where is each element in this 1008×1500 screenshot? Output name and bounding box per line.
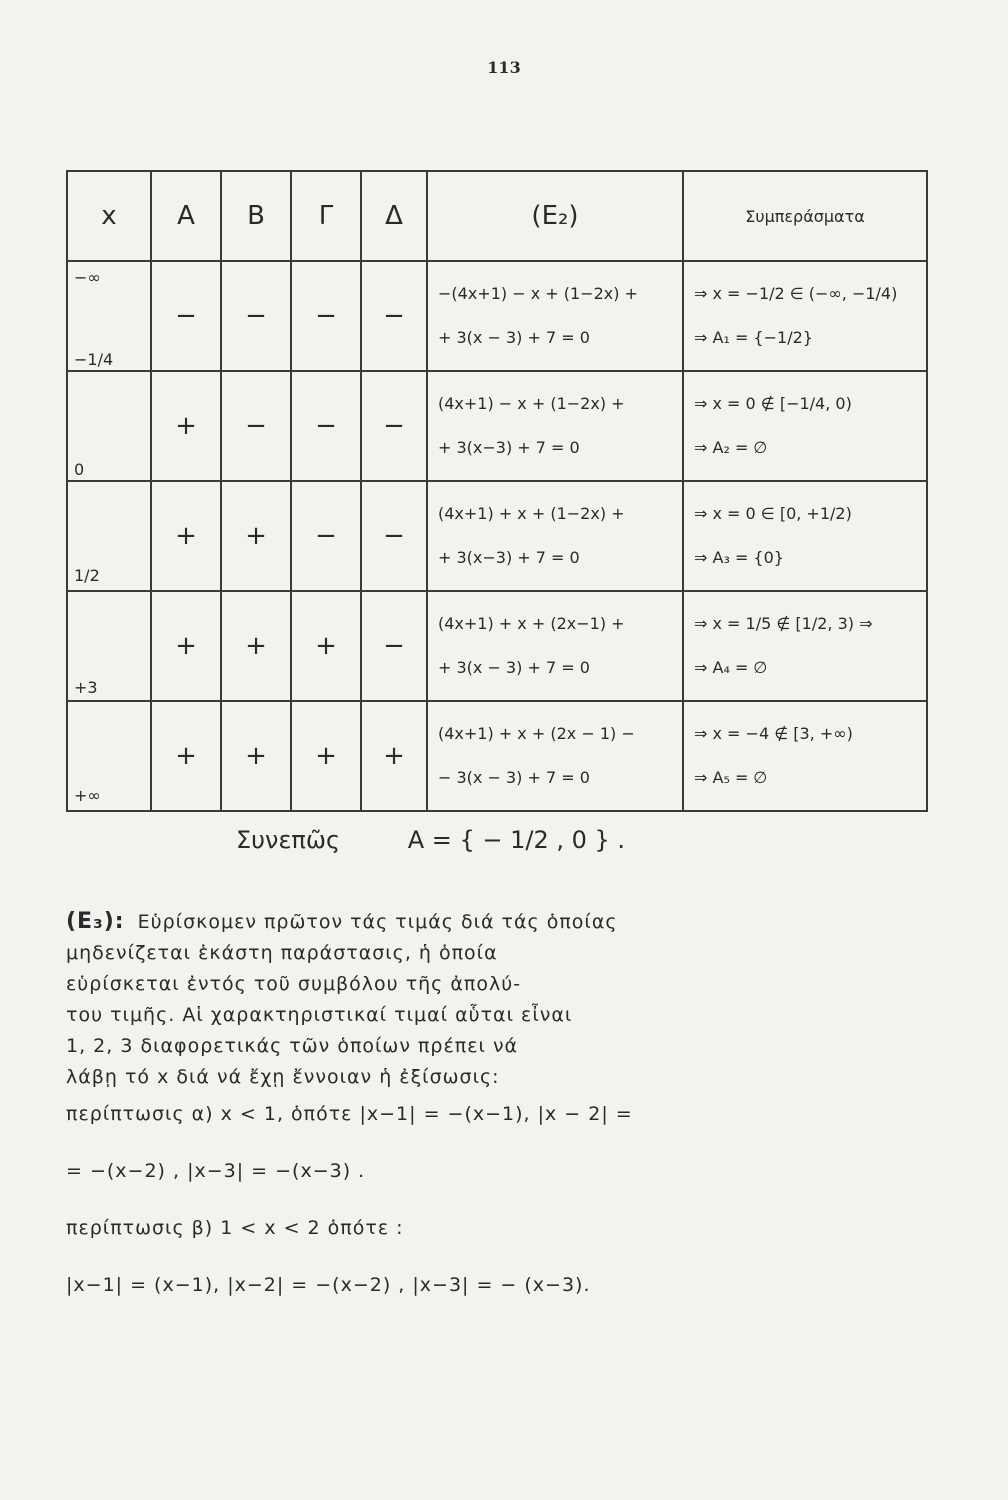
x-tick: 0 bbox=[74, 460, 85, 479]
equation-line: + 3(x − 3) + 7 = 0 bbox=[438, 658, 590, 677]
equation-cell bbox=[427, 261, 683, 371]
x-tick: 1/2 bbox=[74, 566, 100, 585]
header-delta: Δ bbox=[361, 171, 427, 261]
header-conclusions: Συμπεράσματα bbox=[683, 171, 927, 261]
text-line: του τιμῆς. Αἱ χαρακτηριστικαί τιμαί αὗται εἶναι bbox=[66, 1004, 573, 1026]
header-b: B bbox=[221, 171, 291, 261]
sign-delta: − bbox=[361, 481, 427, 591]
conclusion-line: ⇒ x = 0 ∈ [0, +1/2) bbox=[694, 504, 852, 523]
header-e2: (E₂) bbox=[427, 171, 683, 261]
section-heading: (E₃): bbox=[66, 909, 125, 934]
x-cell bbox=[67, 481, 151, 591]
sign-gamma: + bbox=[291, 591, 361, 701]
equation-line: − 3(x − 3) + 7 = 0 bbox=[438, 768, 590, 787]
sign-table bbox=[66, 170, 928, 812]
text-line: Εὑρίσκομεν πρῶτον τάς τιμάς διά τάς ὁποίας bbox=[137, 911, 618, 933]
x-cell bbox=[67, 371, 151, 481]
conclusion-cell bbox=[683, 591, 927, 701]
equation-line: (4x+1) + x + (2x−1) + bbox=[438, 614, 625, 633]
conclusion-line: ⇒ A₄ = ∅ bbox=[694, 658, 768, 677]
x-tick: +3 bbox=[74, 678, 98, 697]
text-line: εὑρίσκεται ἐντός τοῦ συμβόλου τῆς ἀπολύ- bbox=[66, 973, 522, 995]
equation-line: −(4x+1) − x + (1−2x) + bbox=[438, 284, 638, 303]
conclusion-line: ⇒ A₃ = {0} bbox=[694, 548, 784, 567]
sign-a: + bbox=[151, 481, 221, 591]
equation-line: + 3(x−3) + 7 = 0 bbox=[438, 438, 580, 457]
text-line: μηδενίζεται ἑκάστη παράστασις, ἡ ὁποία bbox=[66, 942, 498, 964]
conclusion-cell bbox=[683, 481, 927, 591]
text-line: λάβῃ τό x διά νά ἔχῃ ἔννοιαν ἡ ἐξίσωσις: bbox=[66, 1066, 500, 1088]
table-row bbox=[67, 591, 927, 701]
text-block bbox=[66, 906, 936, 1301]
summary-label: Συνεπῶς bbox=[236, 826, 341, 854]
x-tick: −1/4 bbox=[74, 350, 114, 369]
sign-delta: − bbox=[361, 261, 427, 371]
sign-b: + bbox=[221, 591, 291, 701]
sign-gamma: + bbox=[291, 701, 361, 811]
equation-line: (4x+1) − x + (1−2x) + bbox=[438, 394, 625, 413]
header-a: A bbox=[151, 171, 221, 261]
conclusion-line: ⇒ x = 0 ∉ [−1/4, 0) bbox=[694, 394, 852, 413]
table-row bbox=[67, 481, 927, 591]
case-a-line: περίπτωσις α) x < 1, ὁπότε |x−1| = −(x−1), |x − 2| = bbox=[66, 1103, 633, 1125]
table-row bbox=[67, 371, 927, 481]
sign-b: + bbox=[221, 701, 291, 811]
equation-cell bbox=[427, 481, 683, 591]
x-cell bbox=[67, 261, 151, 371]
text-line: 1, 2, 3 διαφορετικάς τῶν ὁποίων πρέπει νά bbox=[66, 1035, 519, 1057]
x-cell bbox=[67, 591, 151, 701]
x-tick: +∞ bbox=[74, 786, 101, 805]
summary-result: A = { − 1/2 , 0 } . bbox=[407, 826, 626, 854]
conclusion-line: ⇒ A₂ = ∅ bbox=[694, 438, 768, 457]
x-tick: −∞ bbox=[74, 268, 101, 287]
table-row bbox=[67, 261, 927, 371]
equation-line: (4x+1) + x + (1−2x) + bbox=[438, 504, 625, 523]
sign-a: + bbox=[151, 701, 221, 811]
conclusion-cell bbox=[683, 701, 927, 811]
sign-delta: − bbox=[361, 591, 427, 701]
equation-cell bbox=[427, 701, 683, 811]
sign-delta: + bbox=[361, 701, 427, 811]
equation-cell bbox=[427, 371, 683, 481]
conclusion-line: ⇒ x = 1/5 ∉ [1/2, 3) ⇒ bbox=[694, 614, 873, 633]
sign-delta: − bbox=[361, 371, 427, 481]
conclusion-line: ⇒ x = −4 ∉ [3, +∞) bbox=[694, 724, 853, 743]
page-number: 113 bbox=[487, 58, 521, 77]
sign-b: + bbox=[221, 481, 291, 591]
sign-gamma: − bbox=[291, 481, 361, 591]
sign-gamma: − bbox=[291, 261, 361, 371]
sign-a: + bbox=[151, 591, 221, 701]
x-cell bbox=[67, 701, 151, 811]
sign-a: + bbox=[151, 371, 221, 481]
case-b-line: περίπτωσις β) 1 < x < 2 ὁπότε : bbox=[66, 1217, 404, 1239]
sign-b: − bbox=[221, 371, 291, 481]
equation-line: (4x+1) + x + (2x − 1) − bbox=[438, 724, 635, 743]
conclusion-line: ⇒ x = −1/2 ∈ (−∞, −1/4) bbox=[694, 284, 898, 303]
sign-gamma: − bbox=[291, 371, 361, 481]
sign-a: − bbox=[151, 261, 221, 371]
equation-line: + 3(x−3) + 7 = 0 bbox=[438, 548, 580, 567]
table-row bbox=[67, 701, 927, 811]
header-x: x bbox=[67, 171, 151, 261]
equation-cell bbox=[427, 591, 683, 701]
case-a-continuation: = −(x−2) , |x−3| = −(x−3) . bbox=[66, 1160, 366, 1182]
table-header-row bbox=[67, 171, 927, 261]
conclusion-line: ⇒ A₁ = {−1/2} bbox=[694, 328, 813, 347]
conclusion-line: ⇒ A₅ = ∅ bbox=[694, 768, 768, 787]
header-gamma: Γ bbox=[291, 171, 361, 261]
case-b-continuation: |x−1| = (x−1), |x−2| = −(x−2) , |x−3| = − (x−3). bbox=[66, 1274, 591, 1296]
conclusion-cell bbox=[683, 371, 927, 481]
summary-line bbox=[236, 826, 625, 854]
equation-line: + 3(x − 3) + 7 = 0 bbox=[438, 328, 590, 347]
conclusion-cell bbox=[683, 261, 927, 371]
sign-b: − bbox=[221, 261, 291, 371]
